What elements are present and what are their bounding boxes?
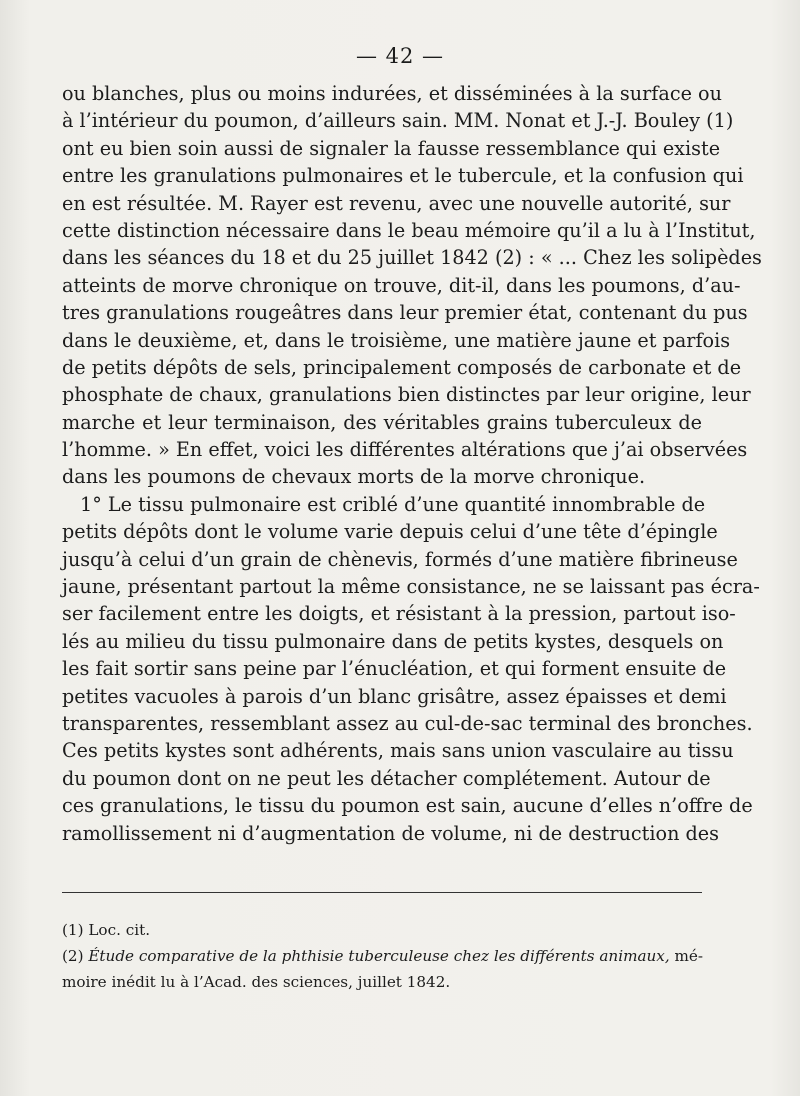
text-line: entre les granulations pulmonaires et le tubercule, et la confusion qui — [62, 164, 744, 188]
text-line: 1° Le tissu pulmonaire est criblé d’une quantité innombrable de — [80, 492, 706, 516]
footnotes — [62, 917, 702, 995]
text-line: marche et leur terminaison, des véritables grains tuberculeux de — [62, 410, 702, 434]
text-line: ces granulations, le tissu du poumon est sain, aucune d’elles n’offre de — [62, 794, 753, 818]
footnote-rule — [62, 892, 702, 893]
text-line: dans les poumons de chevaux morts de la morve chronique. — [62, 465, 646, 489]
text-line: petites vacuoles à parois d’un blanc grisâtre, assez épaisses et demi — [62, 684, 727, 708]
text-line: phosphate de chaux, granulations bien distinctes par leur origine, leur — [62, 383, 751, 407]
footnote-2-line-1 — [62, 943, 702, 969]
text-line: petits dépôts dont le volume varie depuis celui d’une tête d’épingle — [62, 520, 718, 544]
text-line: dans le deuxième, et, dans le troisième, une matière jaune et parfois — [62, 328, 731, 352]
text-line: jaune, présentant partout la même consistance, ne se laissant pas écra- — [62, 575, 760, 599]
text-line: transparentes, ressemblant assez au cul-de-sac terminal des bronches. — [62, 711, 753, 735]
footnote-2-number: (2) — [62, 947, 89, 965]
footnote-2-title: Étude comparative de la phthisie tuberculeuse chez les différents animaux, — [88, 947, 670, 965]
text-line: atteints de morve chronique on trouve, dit-il, dans les poumons, d’au- — [62, 273, 741, 297]
footnote-2-line-2: moire inédit lu à l’Acad. des sciences, juillet 1842. — [62, 973, 451, 991]
text-line: en est résultée. M. Rayer est revenu, avec une nouvelle autorité, sur — [62, 191, 731, 215]
text-line: à l’intérieur du poumon, d’ailleurs sain. MM. Nonat et J.-J. Bouley (1) — [62, 109, 734, 133]
text-line: dans les séances du 18 et du 25 juillet 1842 (2) : « ... Chez les solipèdes — [62, 246, 762, 270]
text-line: ramollissement ni d’augmentation de volume, ni de destruction des — [62, 821, 720, 845]
main-text — [62, 80, 762, 847]
text-line: ou blanches, plus ou moins indurées, et disséminées à la surface ou — [62, 82, 722, 105]
text-line: de petits dépôts de sels, principalement composés de carbonate et de — [62, 355, 742, 379]
text-line: ont eu bien soin aussi de signaler la fausse ressemblance qui existe — [62, 136, 721, 160]
footnote-1: (1) Loc. cit. — [62, 921, 151, 939]
text-line: du poumon dont on ne peut les détacher complétement. Autour de — [62, 766, 711, 790]
page-number: — 42 — — [355, 44, 445, 68]
text-line: Ces petits kystes sont adhérents, mais sans union vasculaire au tissu — [62, 739, 734, 763]
text-line: tres granulations rougeâtres dans leur premier état, contenant du pus — [62, 301, 748, 325]
text-line: lés au milieu du tissu pulmonaire dans de petits kystes, desquels on — [62, 629, 724, 653]
footnote-2-suffix: mé- — [669, 947, 704, 965]
text-line: ser facilement entre les doigts, et résistant à la pression, partout iso- — [62, 602, 736, 626]
text-line: jusqu’à celui d’un grain de chènevis, formés d’une matière fibrineuse — [62, 547, 738, 571]
text-line: l’homme. » En effet, voici les différentes altérations que j’ai observées — [62, 438, 748, 462]
text-line: cette distinction nécessaire dans le beau mémoire qu’il a lu à l’Institut, — [62, 218, 756, 242]
text-line: les fait sortir sans peine par l’énucléation, et qui forment ensuite de — [62, 657, 727, 681]
